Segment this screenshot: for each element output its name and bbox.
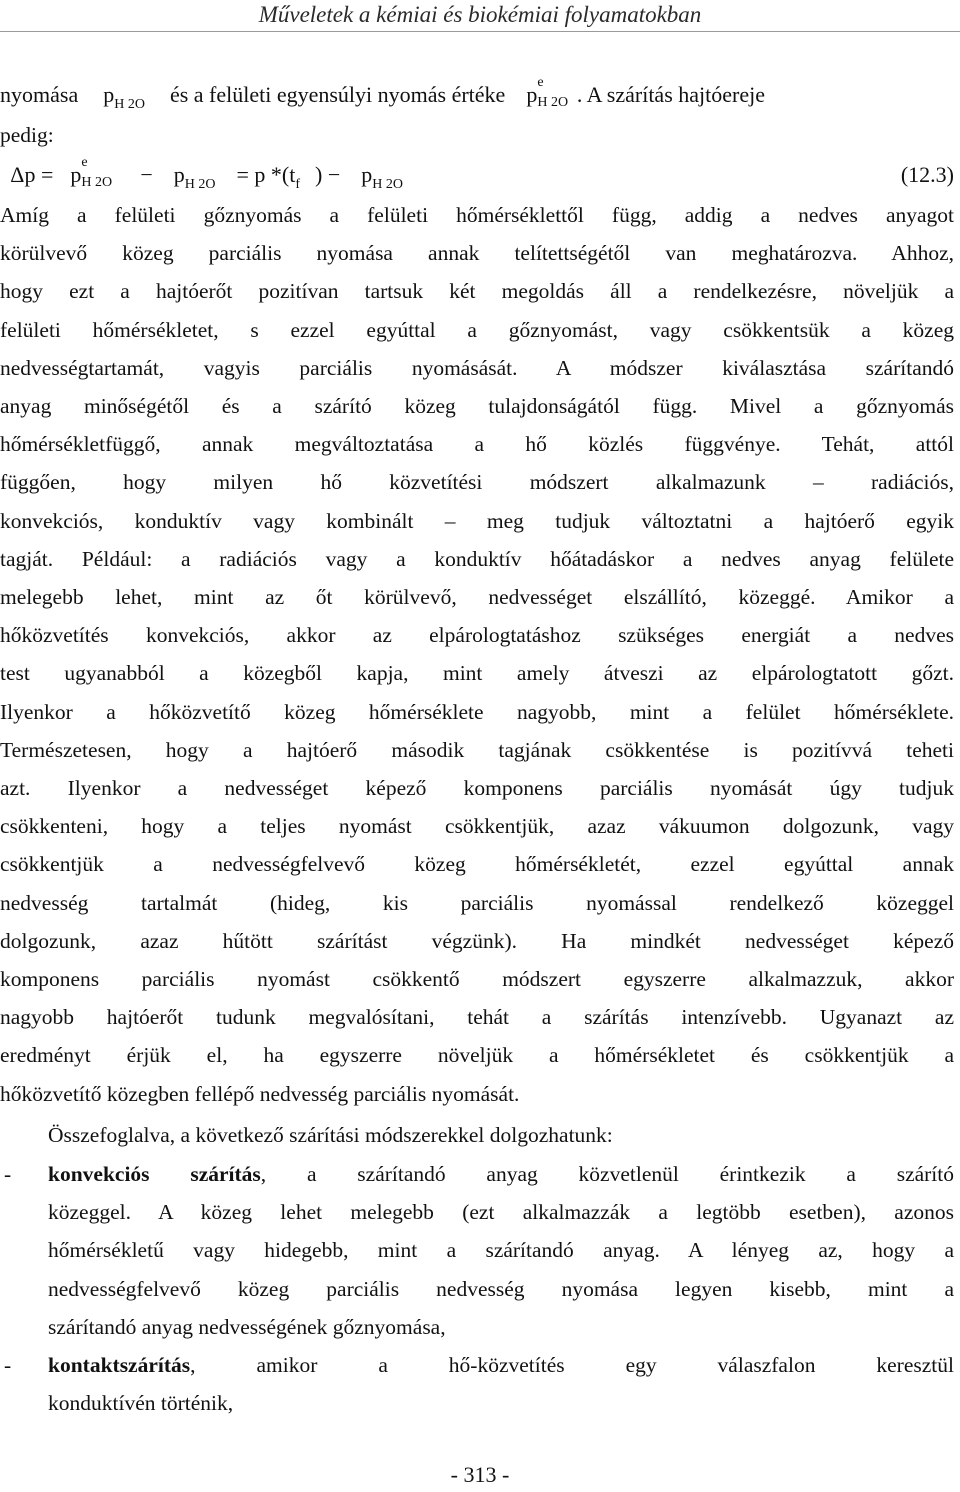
paragraph-line: hőközvetítő közegben fellépő nedvesség parciális nyomását. bbox=[0, 1081, 520, 1106]
text-equilibrium: és a felületi egyensúlyi nyomás értéke bbox=[169, 82, 506, 107]
list-dash: - bbox=[4, 1162, 12, 1186]
paragraph-line: anyag minőségétől és a szárító közeg tulajdonságától függ. Mivel a gőznyomás bbox=[0, 394, 954, 418]
list-item bbox=[0, 1350, 954, 1380]
eq-tf-sub: f bbox=[295, 177, 301, 192]
paragraph-line: nedvességtartamát, vagyis parciális nyomásását. A módszer kiválasztása szárítandó bbox=[0, 355, 954, 380]
eq-close: ) − bbox=[315, 162, 341, 187]
eq-term-3: $p_{H 2O}$ bbox=[361, 162, 404, 192]
list-text: , a szárítandó anyag közvetlenül érintkezik a szárító bbox=[260, 1162, 955, 1186]
eq-term-2: $p_{H 2O}$ bbox=[173, 162, 216, 192]
equation-12-3 bbox=[0, 155, 954, 200]
running-title: Műveletek a kémiai és biokémiai folyamatokban bbox=[258, 2, 702, 27]
list-item-line: szárítandó anyag nedvességének gőznyomása, bbox=[48, 1314, 446, 1339]
summary-intro: Összefoglalva, a következő szárítási módszerekkel dolgozhatunk: bbox=[48, 1123, 613, 1147]
eq-lhs: Δp = bbox=[10, 162, 54, 187]
paragraph-line: felületi hőmérsékletet, s ezzel egyúttal a gőznyomást, vagy csökkentsük a közeg bbox=[0, 317, 954, 342]
list-dash: - bbox=[4, 1353, 12, 1377]
symbol-p-h2o: $p_{H 2O}$ bbox=[103, 82, 145, 112]
paragraph-line: függően, hogy milyen hő közvetítési módszert alkalmazunk – radiációs, bbox=[0, 470, 954, 495]
list-text: , amikor a hő-közvetítés egy válaszfalon keresztül bbox=[190, 1353, 954, 1377]
paragraph-line: Ilyenkor a hőközvetítő közeg hőmérséklete nagyobb, mint a felület hőmérséklete. bbox=[0, 699, 954, 724]
paragraph-line: test ugyanabból a közegből kapja, mint amely átveszi az elpárologtatott gőzt. bbox=[0, 661, 954, 686]
paragraph-line: hogy ezt a hajtóerőt pozitívan tartsuk két megoldás áll a rendelkezésre, növeljük a bbox=[0, 279, 954, 304]
paragraph-line: tagját. Például: a radiációs vagy a konduktív hőátadáskor a nedves anyag felülete bbox=[0, 546, 954, 571]
list-item-line: nedvességfelvevő közeg parciális nedvesség nyomása legyen kisebb, mint a bbox=[48, 1276, 954, 1301]
text-nyomasa: nyomása bbox=[0, 82, 79, 107]
eq-term-1: p e H 2O bbox=[70, 155, 113, 190]
running-header bbox=[0, 1, 960, 32]
list-term: konvekciós szárítás bbox=[48, 1162, 261, 1186]
equation-number: (12.3) bbox=[900, 162, 954, 187]
paragraph-line: Amíg a felületi gőznyomás a felületi hőmérséklettől függ, addig a nedves anyagot bbox=[0, 203, 954, 227]
paragraph-line: dolgozunk, azaz hűtött szárítást végzünk). Ha mindkét nedvességet képező bbox=[0, 928, 954, 953]
list-term: kontaktszárítás bbox=[48, 1353, 191, 1377]
paragraph-line: Természetesen, hogy a hajtóerő második tagjának csökkentése is pozitívvá teheti bbox=[0, 737, 954, 762]
paragraph-line: csökkenteni, hogy a teljes nyomást csökkentjük, azaz vákuumon dolgozunk, vagy bbox=[0, 814, 954, 839]
paragraph-line: komponens parciális nyomást csökkentő módszert egyszerre alkalmazzuk, akkor bbox=[0, 967, 954, 991]
paragraph-line: csökkentjük a nedvességfelvevő közeg hőmérsékletét, ezzel egyúttal annak bbox=[0, 852, 954, 877]
paragraph-line: melegebb lehet, mint az őt körülvevő, nedvességet elszállító, közeggé. Amikor a bbox=[0, 585, 954, 609]
list-item-line: közeggel. A közeg lehet melegebb (ezt alkalmazzák a legtöbb esetben), azonos bbox=[48, 1200, 954, 1225]
intro-line bbox=[0, 75, 954, 120]
eq-minus: − bbox=[140, 162, 153, 187]
paragraph-line: körülvevő közeg parciális nyomása annak telítettségétől van meghatározva. Ahhoz, bbox=[0, 241, 954, 266]
list-item bbox=[0, 1159, 954, 1189]
page-number: - 313 - bbox=[450, 1462, 510, 1487]
paragraph-line: hőmérsékletfüggő, annak megváltoztatása a hő közlés függvénye. Tehát, attól bbox=[0, 432, 954, 457]
paragraph-line: nagyobb hajtóerőt tudunk megvalósítani, tehát a szárítás intenzívebb. Ugyanazt az bbox=[0, 1005, 954, 1030]
symbol-p-e-h2o: p e H 2O bbox=[526, 75, 569, 110]
paragraph-line: eredményt érjük el, ha egyszerre növeljük a hőmérsékletet és csökkentjük a bbox=[0, 1043, 954, 1068]
line-pedig: pedig: bbox=[0, 123, 54, 147]
text-driving-force: . A szárítás hajtóereje bbox=[576, 82, 765, 107]
paragraph-line: azt. Ilyenkor a nedvességet képező komponens parciális nyomását úgy tudjuk bbox=[0, 776, 954, 800]
paragraph-line: hőközvetítés konvekciós, akkor az elpárologtatáshoz szükséges energiát a nedves bbox=[0, 623, 954, 648]
list-item-line: konduktívén történik, bbox=[48, 1391, 234, 1416]
paragraph-line: nedvesség tartalmát (hideg, kis parciális nyomással rendelkező közeggel bbox=[0, 890, 954, 915]
eq-saturation: = p *(t bbox=[236, 162, 296, 187]
paragraph-line: konvekciós, konduktív vagy kombinált – meg tudjuk változtatni a hajtóerő egyik bbox=[0, 508, 954, 533]
list-item-line: hőmérsékletű vagy hidegebb, mint a szárítandó anyag. A lényeg az, hogy a bbox=[48, 1238, 954, 1263]
